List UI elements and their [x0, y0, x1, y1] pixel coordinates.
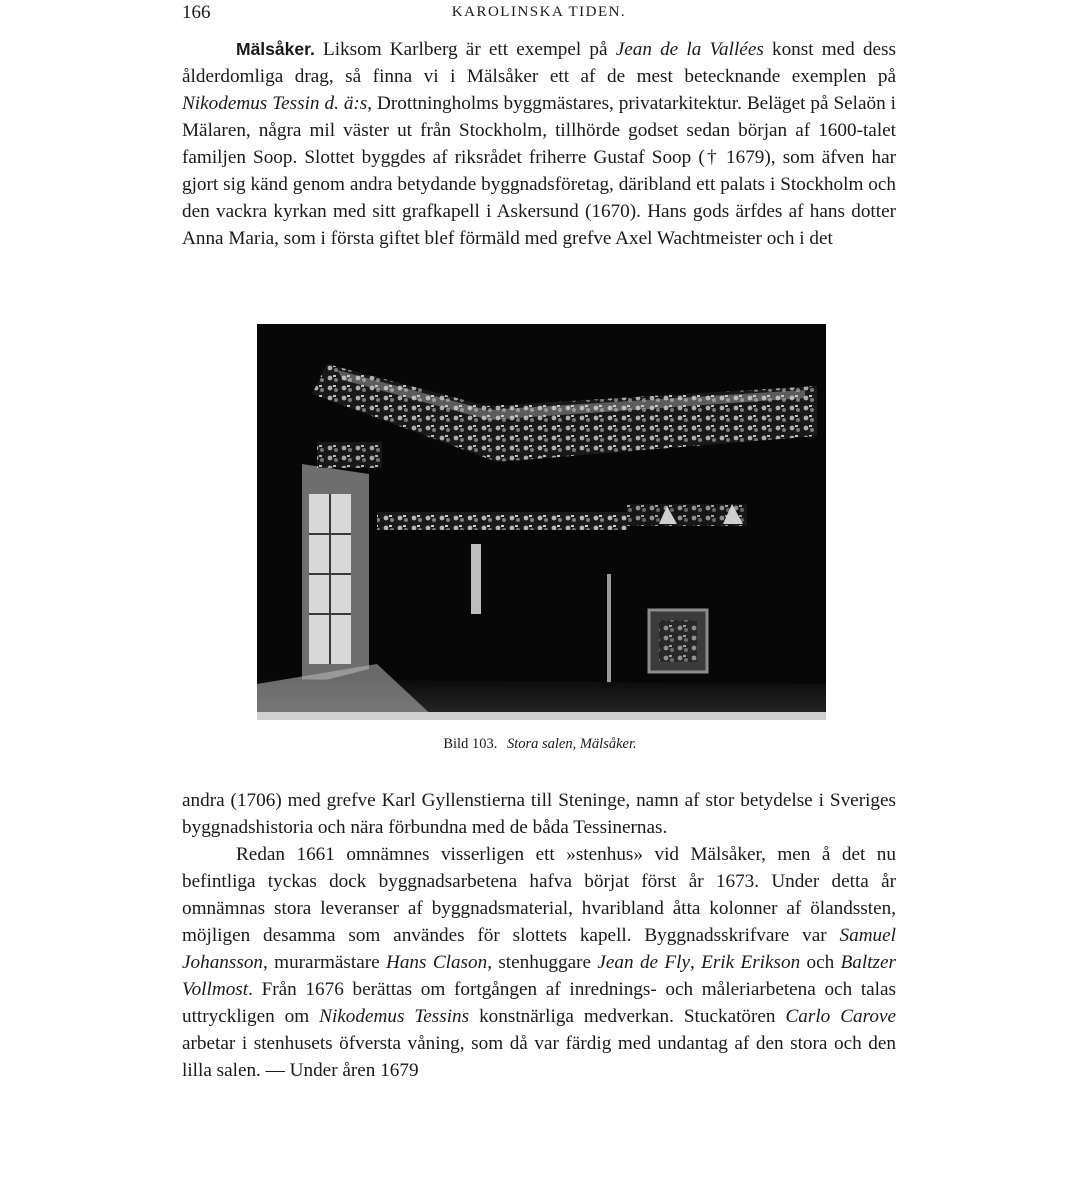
italic-name: Carlo Carove	[785, 1006, 896, 1027]
italic-name: Jean de Fly	[597, 952, 690, 973]
italic-name: Erik Erikson	[701, 952, 801, 973]
italic-name: Nikodemus Tessins	[319, 1006, 470, 1027]
text-run: , Drottningholms byggmästares, privatarkitektur. Beläget på Selaön i Mälaren, några mil väster ut från Stockholm, tillhörde godset sedan början af 1600-talet familjen Soop. Slottet byggdes af riksrådet friherre Gustaf Soop († 1679), som äfven har gjort sig känd genom andra betydande byggnadsföretag, däribland ett palats i Stockholm och den vackra kyrkan med sitt grafkapell i Askersund (1670). Hans gods ärfdes af hans dotter Anna Maria, som i första giftet blef förmäld med grefve Axel Wachtmeister och i det	[182, 93, 896, 249]
paragraph-building-history	[182, 841, 896, 1084]
italic-name: Baltzer Vollmost	[182, 952, 896, 1000]
text-run: . Från 1676 berättas om fortgången af inrednings- och måleriarbetena och talas uttryckligen om	[182, 979, 896, 1027]
text-run: , stenhuggare	[487, 952, 598, 973]
running-title: KAROLINSKA TIDEN.	[451, 4, 627, 20]
text-run: ,	[689, 952, 702, 973]
text-run: , murarmästare	[263, 952, 386, 973]
text-run: konstnärliga medverkan. Stuckatören	[469, 1006, 786, 1027]
page-header	[182, 0, 896, 26]
caption-label: Bild 103.	[443, 736, 498, 752]
paragraph-malsaker-intro	[182, 36, 896, 252]
figure-photo-stora-salen	[257, 324, 826, 720]
text-run: Liksom Karlberg är ett exempel på	[314, 39, 616, 60]
text-run: och	[800, 952, 841, 973]
italic-name: Nikodemus Tessin d. ä:s	[182, 93, 368, 114]
text-run: Redan 1661 omnämnes visserligen ett »stenhus» vid Mälsåker, men å det nu befintliga tyckas dock byggnadsarbetena hafva börjat först år 1673. Under detta år omnämnas stora leveranser af byggnadsmaterial, hvaribland åtta kolonner af ölandssten, möjligen desamma som användes för slottets kapell. Byggnadsskrifvare var	[182, 844, 896, 946]
text-run: arbetar i stenhusets öfversta våning, som då var färdig med undantag af den stora och den lilla salen. — Under åren 1679	[182, 1033, 896, 1081]
paragraph-continuation: andra (1706) med grefve Karl Gyllenstierna till Steninge, namn af stor betydelse i Sveriges byggnadshistoria och nära förbundna med de båda Tessinernas.	[182, 790, 896, 838]
italic-name: Hans Clason	[385, 952, 488, 973]
interior-photo-illustration	[257, 324, 826, 720]
figure-caption	[0, 736, 1080, 753]
page-number: 166	[182, 2, 211, 23]
section-lead-word: Mälsåker.	[236, 39, 315, 59]
italic-name: Samuel Johansson	[182, 925, 896, 973]
italic-name: Jean de la Vallées	[615, 39, 764, 60]
text-run: konst med dess ålderdomliga drag, så finna vi i Mälsåker ett af de mest betecknande exemplen på	[182, 39, 896, 87]
caption-title: Stora salen, Mälsåker.	[506, 736, 637, 752]
